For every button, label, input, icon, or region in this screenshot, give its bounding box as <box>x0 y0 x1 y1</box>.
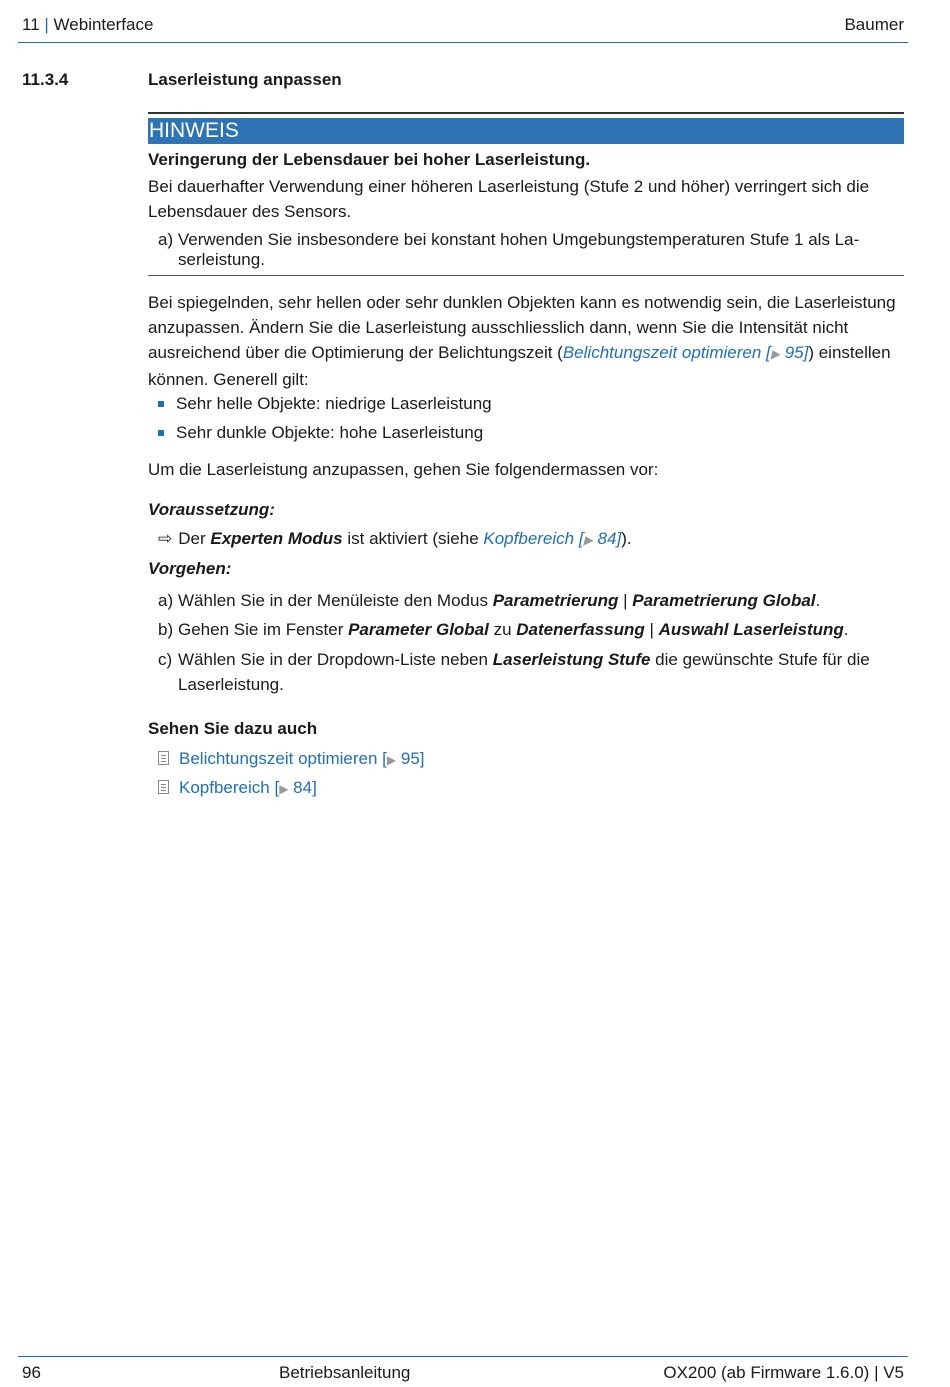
link-kopfbereich[interactable] <box>483 529 621 548</box>
chapter-number: 11 <box>22 15 40 34</box>
chapter-title: Webinterface <box>53 15 154 34</box>
step-emphasis: Laserleistung Stufe <box>492 650 651 669</box>
notice-label: HINWEIS <box>149 119 239 142</box>
page-ref-arrow-icon: ▶ <box>386 753 397 767</box>
link-kopfbereich-text: Kopfbereich [ <box>483 529 584 548</box>
step-emphasis: Parametrierung Global <box>632 591 816 610</box>
prerequisite-heading: Voraussetzung: <box>148 500 275 519</box>
see-also-link-text: Belichtungszeit optimieren [ <box>179 749 387 768</box>
step-text: Wählen Sie in der Dropdown-Liste neben <box>178 650 493 669</box>
section-number: 11.3.4 <box>22 70 69 89</box>
intro-paragraph <box>148 290 908 392</box>
bullet-square-icon <box>158 430 164 436</box>
bullet-text: Sehr dunkle Objekte: hohe Laserleistung <box>176 423 484 442</box>
prerequisite-text: ist aktiviert (siehe <box>342 529 484 548</box>
footer-rule <box>18 1356 908 1357</box>
step-text: zu <box>488 620 517 639</box>
prerequisite-text: Der <box>178 529 211 548</box>
step-text: | <box>644 620 659 639</box>
step-text: . <box>815 591 821 610</box>
notice-text: Bei dauerhafter Verwendung einer höheren Laserleistung (Stufe 2 und höher) verringert sich die Lebensdauer des Sensors. <box>148 177 870 221</box>
chapter-separator: | <box>44 15 49 34</box>
running-header-chapter <box>22 15 153 35</box>
step-label: b) <box>158 620 174 639</box>
notice-step-label: a) <box>158 230 174 249</box>
notice-top-rule <box>148 112 904 114</box>
see-also-heading: Sehen Sie dazu auch <box>148 719 318 738</box>
list-item <box>158 394 898 414</box>
document-icon <box>158 751 169 765</box>
notice-step <box>158 230 908 270</box>
page-ref-arrow-icon: ▶ <box>770 347 780 361</box>
procedure-heading: Vorgehen: <box>148 559 232 578</box>
brand-name: Baumer <box>844 15 904 34</box>
step-emphasis: Parametrierung <box>492 591 619 610</box>
document-type: Betriebsanleitung <box>279 1363 411 1382</box>
prerequisite-text: ). <box>621 529 632 548</box>
procedure-step <box>158 617 908 642</box>
see-also-link-page: 84] <box>293 778 317 797</box>
procedure-step <box>158 588 908 613</box>
list-item <box>158 423 898 443</box>
step-text: die gewünschte Stufe für die <box>650 650 870 669</box>
notice-banner <box>148 118 904 144</box>
step-emphasis: Parameter Global <box>348 620 489 639</box>
step-emphasis: Auswahl Laserleistung <box>658 620 844 639</box>
notice-step-text-cont: serleistung. <box>178 250 265 269</box>
prerequisite-item <box>158 529 898 549</box>
bullet-square-icon <box>158 401 164 407</box>
page-ref-arrow-icon: ▶ <box>583 533 593 547</box>
step-label: c) <box>158 650 173 669</box>
link-belichtungszeit-page: 95] <box>784 343 809 362</box>
step-emphasis: Datenerfassung <box>516 620 645 639</box>
see-also-link[interactable] <box>158 778 317 798</box>
intro-text: Bei spiegelnden, sehr hellen oder sehr dunklen Objekten kann es notwendig sein, die Laserleistung anzupassen. Ändern Sie die Laserleistung ausschliesslich dann, wenn Sie die Intensität nicht ausreichend über die Optimierung der Belichtungszeit ( <box>148 293 896 362</box>
see-also-link[interactable] <box>158 749 425 769</box>
link-belichtungszeit-text: Belichtungszeit optimieren [ <box>562 343 771 362</box>
step-text: . <box>843 620 849 639</box>
see-also-link-page: 95] <box>400 749 425 768</box>
result-arrow-icon: ⇨ <box>158 529 173 548</box>
intro-text-end: ) einstellen können. Generell gilt: <box>148 343 891 389</box>
notice-bottom-rule <box>148 275 904 276</box>
procedure-step <box>158 647 908 697</box>
page-ref-arrow-icon: ▶ <box>279 782 289 796</box>
link-kopfbereich-page: 84] <box>597 529 622 548</box>
step-text: Gehen Sie im Fenster <box>178 620 349 639</box>
procedure-intro: Um die Laserleistung anzupassen, gehen Sie folgendermassen vor: <box>148 460 659 479</box>
header-rule <box>18 42 908 43</box>
step-text: Wählen Sie in der Menüleiste den Modus <box>178 591 493 610</box>
step-text-cont: Laserleistung. <box>178 675 284 694</box>
see-also-link-text: Kopfbereich [ <box>179 778 280 797</box>
step-label: a) <box>158 591 174 610</box>
prerequisite-emphasis: Experten Modus <box>210 529 343 548</box>
document-icon <box>158 780 169 794</box>
section-title: Laserleistung anpassen <box>148 70 342 89</box>
link-belichtungszeit[interactable] <box>563 343 809 362</box>
product-version: OX200 (ab Firmware 1.6.0) | V5 <box>663 1363 904 1382</box>
page-number: 96 <box>22 1363 41 1382</box>
step-text: | <box>618 591 633 610</box>
notice-step-text: Verwenden Sie insbesondere bei konstant hohen Umgebungstemperaturen Stufe 1 als La- <box>177 230 860 249</box>
notice-title: Veringerung der Lebensdauer bei hoher Laserleistung. <box>148 150 591 169</box>
bullet-text: Sehr helle Objekte: niedrige Laserleistung <box>176 394 492 413</box>
